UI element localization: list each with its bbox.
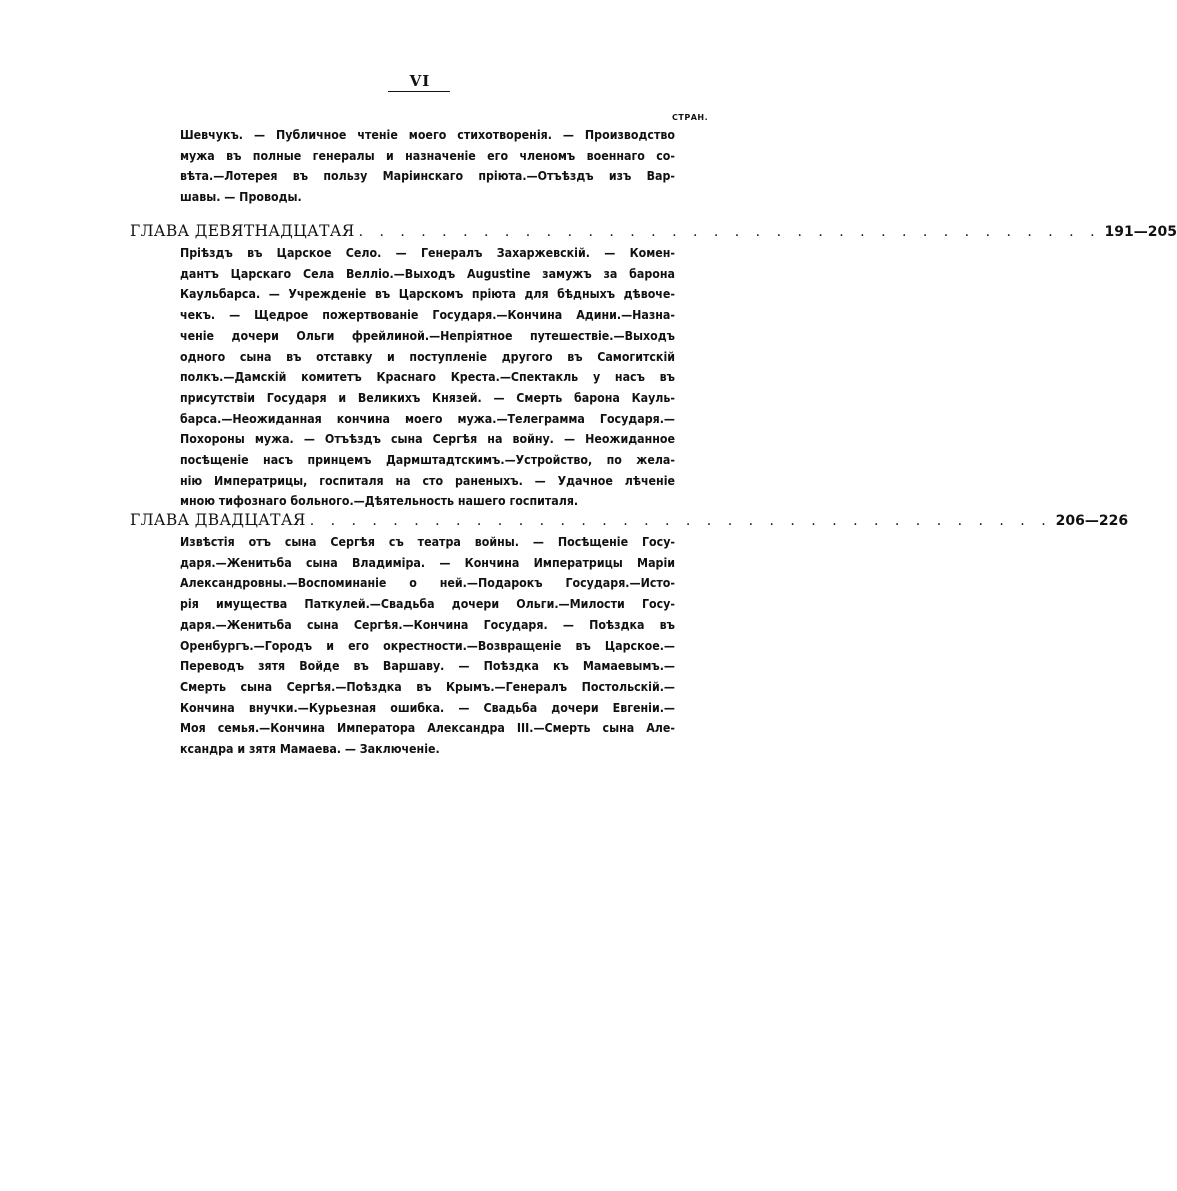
chapter-leader: . . . . . . . . . . . . . . . . . . . . . . . . . . . . . . . . . . . . [309,513,1052,529]
summary-line: одного сына въ отставку и поступленіе другого въ Самогитскій [180,349,675,364]
chapter-leader: . . . . . . . . . . . . . . . . . . . . . . . . . . . . . . . . . . . . [358,224,1101,240]
summary-line: Смерть сына Сергѣя.—Поѣздка въ Крымъ.—Генералъ Постольскій.— [180,679,675,694]
summary-line: посѣщеніе насъ принцемъ Дармштадтскимъ.—Устройство, по жела- [180,453,675,468]
summary-line: рія имущества Паткулей.—Свадьба дочери Ольги.—Милости Госу- [180,597,675,612]
summary-line: Переводъ зятя Войде въ Варшаву. — Поѣздка къ Мамаевымъ.— [180,659,675,674]
summary-line: Похороны мужа. — Отъѣздъ сына Сергѣя на войну. — Неожиданное [180,432,675,447]
summary-line: Александровны.—Воспоминаніе о ней.—Подарокъ Государя.—Исто- [180,576,675,591]
chapter-pages: 206—226 [1055,513,1129,529]
summary-line: ксандра и зятя Мамаева. — Заключеніе. [180,742,440,757]
chapter-pages: 191—205 [1104,224,1177,240]
summary-line: Пріѣздъ въ Царское Село. — Генералъ Захаржевскій. — Комен- [180,246,675,260]
summary-line: Кончина внучки.—Курьезная ошибка. — Свадьба дочери Евгеніи.— [180,700,675,715]
summary-line: Моя семья.—Кончина Императора Александра III.—Смерть сына Але- [180,721,675,736]
summary-line: нію Императрицы, госпиталя на сто раненыхъ. — Удачное лѣченіе [180,473,675,488]
summary-line: барса.—Неожиданная кончина моего мужа.—Телеграмма Государя.— [180,411,675,426]
summary-line: Извѣстія отъ сына Сергѣя съ театра войны. — Посѣщеніе Госу- [180,535,675,549]
chapter-heading-20 [130,511,1129,529]
summary-line: даря.—Женитьба сына Сергѣя.—Кончина Государя. — Поѣздка въ [180,617,675,632]
chapter-title: ГЛАВА ДЕВЯТНАДЦАТАЯ [130,222,355,240]
intro-summary [180,125,675,208]
summary-line: вѣта.—Лотерея въ пользу Маріинскаго пріюта.—Отъѣздъ изъ Вар- [180,169,675,184]
chapter-title: ГЛАВА ДВАДЦАТАЯ [130,511,306,529]
page-number: VI [409,72,431,90]
chapter-summary-19 [180,243,675,512]
summary-line: ченіе дочери Ольги фрейлиной.—Непріятное путешествіе.—Выходъ [180,328,675,343]
summary-line: чекъ. — Щедрое пожертвованіе Государя.—Кончина Адини.—Назна- [180,308,675,323]
summary-line: присутствіи Государя и Великихъ Князей. — Смерть барона Кауль- [180,390,675,405]
summary-line: Оренбургъ.—Городъ и его окрестности.—Возвращеніе въ Царское.— [180,638,675,653]
summary-line: дантъ Царскаго Села Веллiо.—Выходъ Augustine замужъ за барона [180,266,675,281]
summary-line: полкъ.—Дамскій комитетъ Краснаго Креста.—Спектакль у насъ въ [180,370,675,385]
summary-line: Каульбарса. — Учрежденіе въ Царскомъ пріюта для бѣдныхъ дѣвоче- [180,287,675,302]
chapter-heading-19 [130,222,1177,240]
page-number-rule [388,91,450,92]
chapter-summary-20 [180,532,675,760]
summary-line: мною тифознаго больного.—Дѣятельность нашего госпиталя. [180,494,579,509]
summary-line: шавы. — Проводы. [180,190,302,205]
summary-line: мужа въ полные генералы и назначеніе его членомъ военнаго со- [180,148,675,163]
summary-line: даря.—Женитьба сына Владиміра. — Кончина Императрицы Маріи [180,555,675,570]
summary-line: Шевчукъ. — Публичное чтеніе моего стихотворенія. — Производство [180,128,675,142]
page-column-label: СТРАН. [672,113,709,122]
